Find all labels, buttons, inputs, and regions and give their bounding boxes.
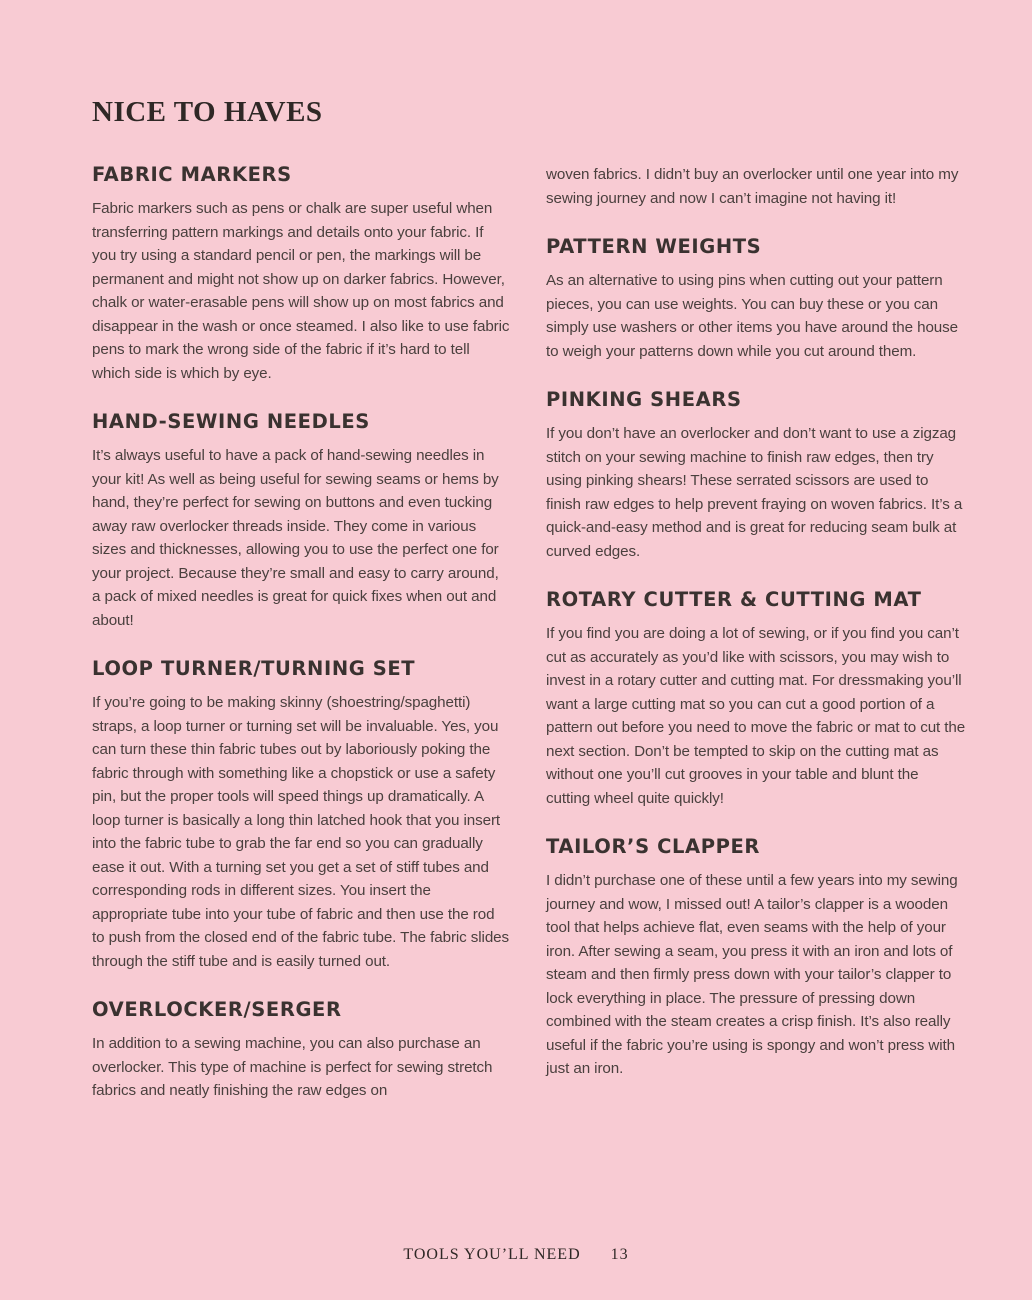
page-number: 13 xyxy=(610,1246,629,1263)
section-heading: PATTERN WEIGHTS xyxy=(546,235,762,258)
section-fabric-markers xyxy=(92,162,510,385)
right-column xyxy=(546,162,966,1081)
section-pinking-shears xyxy=(546,387,966,563)
section-body: As an alternative to using pins when cutting out your pattern pieces, you can use weights. You can buy these or you can simply use washers or other items you have around the house to weigh your patterns down while you cut around them. xyxy=(546,272,958,360)
section-hand-sewing-needles xyxy=(92,409,510,632)
section-loop-turner xyxy=(92,656,510,973)
section-body: If you don’t have an overlocker and don’t want to use a zigzag stitch on your sewing machine to finish raw edges, then try using pinking shears! These serrated scissors are used to finish raw edges to help prevent fraying on woven fabrics. It’s a quick-and-easy method and is great for reducing seam bulk at curved edges. xyxy=(546,425,963,560)
section-pattern-weights xyxy=(546,234,966,363)
section-heading: TAILOR’S CLAPPER xyxy=(546,835,761,858)
section-heading: HAND-SEWING NEEDLES xyxy=(92,410,370,433)
section-rotary-cutter xyxy=(546,587,966,810)
section-body: woven fabrics. I didn’t buy an overlocker until one year into my sewing journey and now I can’t imagine not having it! xyxy=(546,166,959,207)
section-body: If you find you are doing a lot of sewing, or if you find you can’t cut as accurately as you’d like with scissors, you may wish to invest in a rotary cutter and cutting mat. For dressmaking you’ll want a large cutting mat so you can cut a good portion of a pattern out before you need to move the fabric or mat to cut the next section. Don’t be tempted to skip on the cutting mat as without one you’ll cut grooves in your table and blunt the cutting wheel quite quickly! xyxy=(546,625,966,807)
section-overlocker-continued xyxy=(546,163,966,210)
page-title: NICE TO HAVES xyxy=(92,96,323,128)
section-body: In addition to a sewing machine, you can also purchase an overlocker. This type of machine is perfect for sewing stretch fabrics and neatly finishing the raw edges on xyxy=(92,1035,493,1099)
section-tailors-clapper xyxy=(546,834,966,1081)
footer-section-title: TOOLS YOU’LL NEED xyxy=(403,1246,581,1263)
section-body: If you’re going to be making skinny (shoestring/spaghetti) straps, a loop turner or turning set will be invaluable. Yes, you can turn these thin fabric tubes out by laboriously poking the fabric through with something like a chopstick or use a safety pin, but the proper tools will speed things up dramatically. A loop turner is basically a long thin latched hook that you insert into the fabric tube to grab the far end so you can gradually ease it out. With a turning set you get a set of stiff tubes and corresponding rods in different sizes. You insert the appropriate tube into your tube of fabric and then use the rod to push from the closed end of the fabric tube. The fabric slides through the stiff tube and is easily turned out. xyxy=(92,694,510,970)
section-heading: LOOP TURNER/TURNING SET xyxy=(92,657,416,680)
section-heading: OVERLOCKER/SERGER xyxy=(92,998,342,1021)
section-heading: FABRIC MARKERS xyxy=(92,163,292,186)
section-overlocker xyxy=(92,997,510,1103)
page-footer xyxy=(0,1246,1032,1264)
section-heading: ROTARY CUTTER & CUTTING MAT xyxy=(546,588,922,611)
section-body: Fabric markers such as pens or chalk are super useful when transferring pattern markings and details onto your fabric. If you try using a standard pencil or pen, the markings will be permanent and might not show up on darker fabrics. However, chalk or water-erasable pens will show up on most fabrics and disappear in the wash or once steamed. I also like to use fabric pens to mark the wrong side of the fabric if it’s hard to tell which side is which by eye. xyxy=(92,200,510,382)
section-body: It’s always useful to have a pack of hand-sewing needles in your kit! As well as being useful for sewing seams or hems by hand, they’re perfect for sewing on buttons and even tucking away raw overlocker threads inside. They come in various sizes and thicknesses, allowing you to use the perfect one for your project. Because they’re small and easy to carry around, a pack of mixed needles is great for quick fixes when out and about! xyxy=(92,447,499,629)
left-column xyxy=(92,162,510,1103)
section-heading: PINKING SHEARS xyxy=(546,388,742,411)
section-body: I didn’t purchase one of these until a few years into my sewing journey and wow, I missed out! A tailor’s clapper is a wooden tool that helps achieve flat, even seams with the help of your iron. After sewing a seam, you press it with an iron and lots of steam and then firmly press down with your tailor’s clapper to lock everything in place. The pressure of pressing down combined with the steam creates a crisp finish. It’s also really useful if the fabric you’re using is spongy and won’t press with just an iron. xyxy=(546,872,958,1077)
